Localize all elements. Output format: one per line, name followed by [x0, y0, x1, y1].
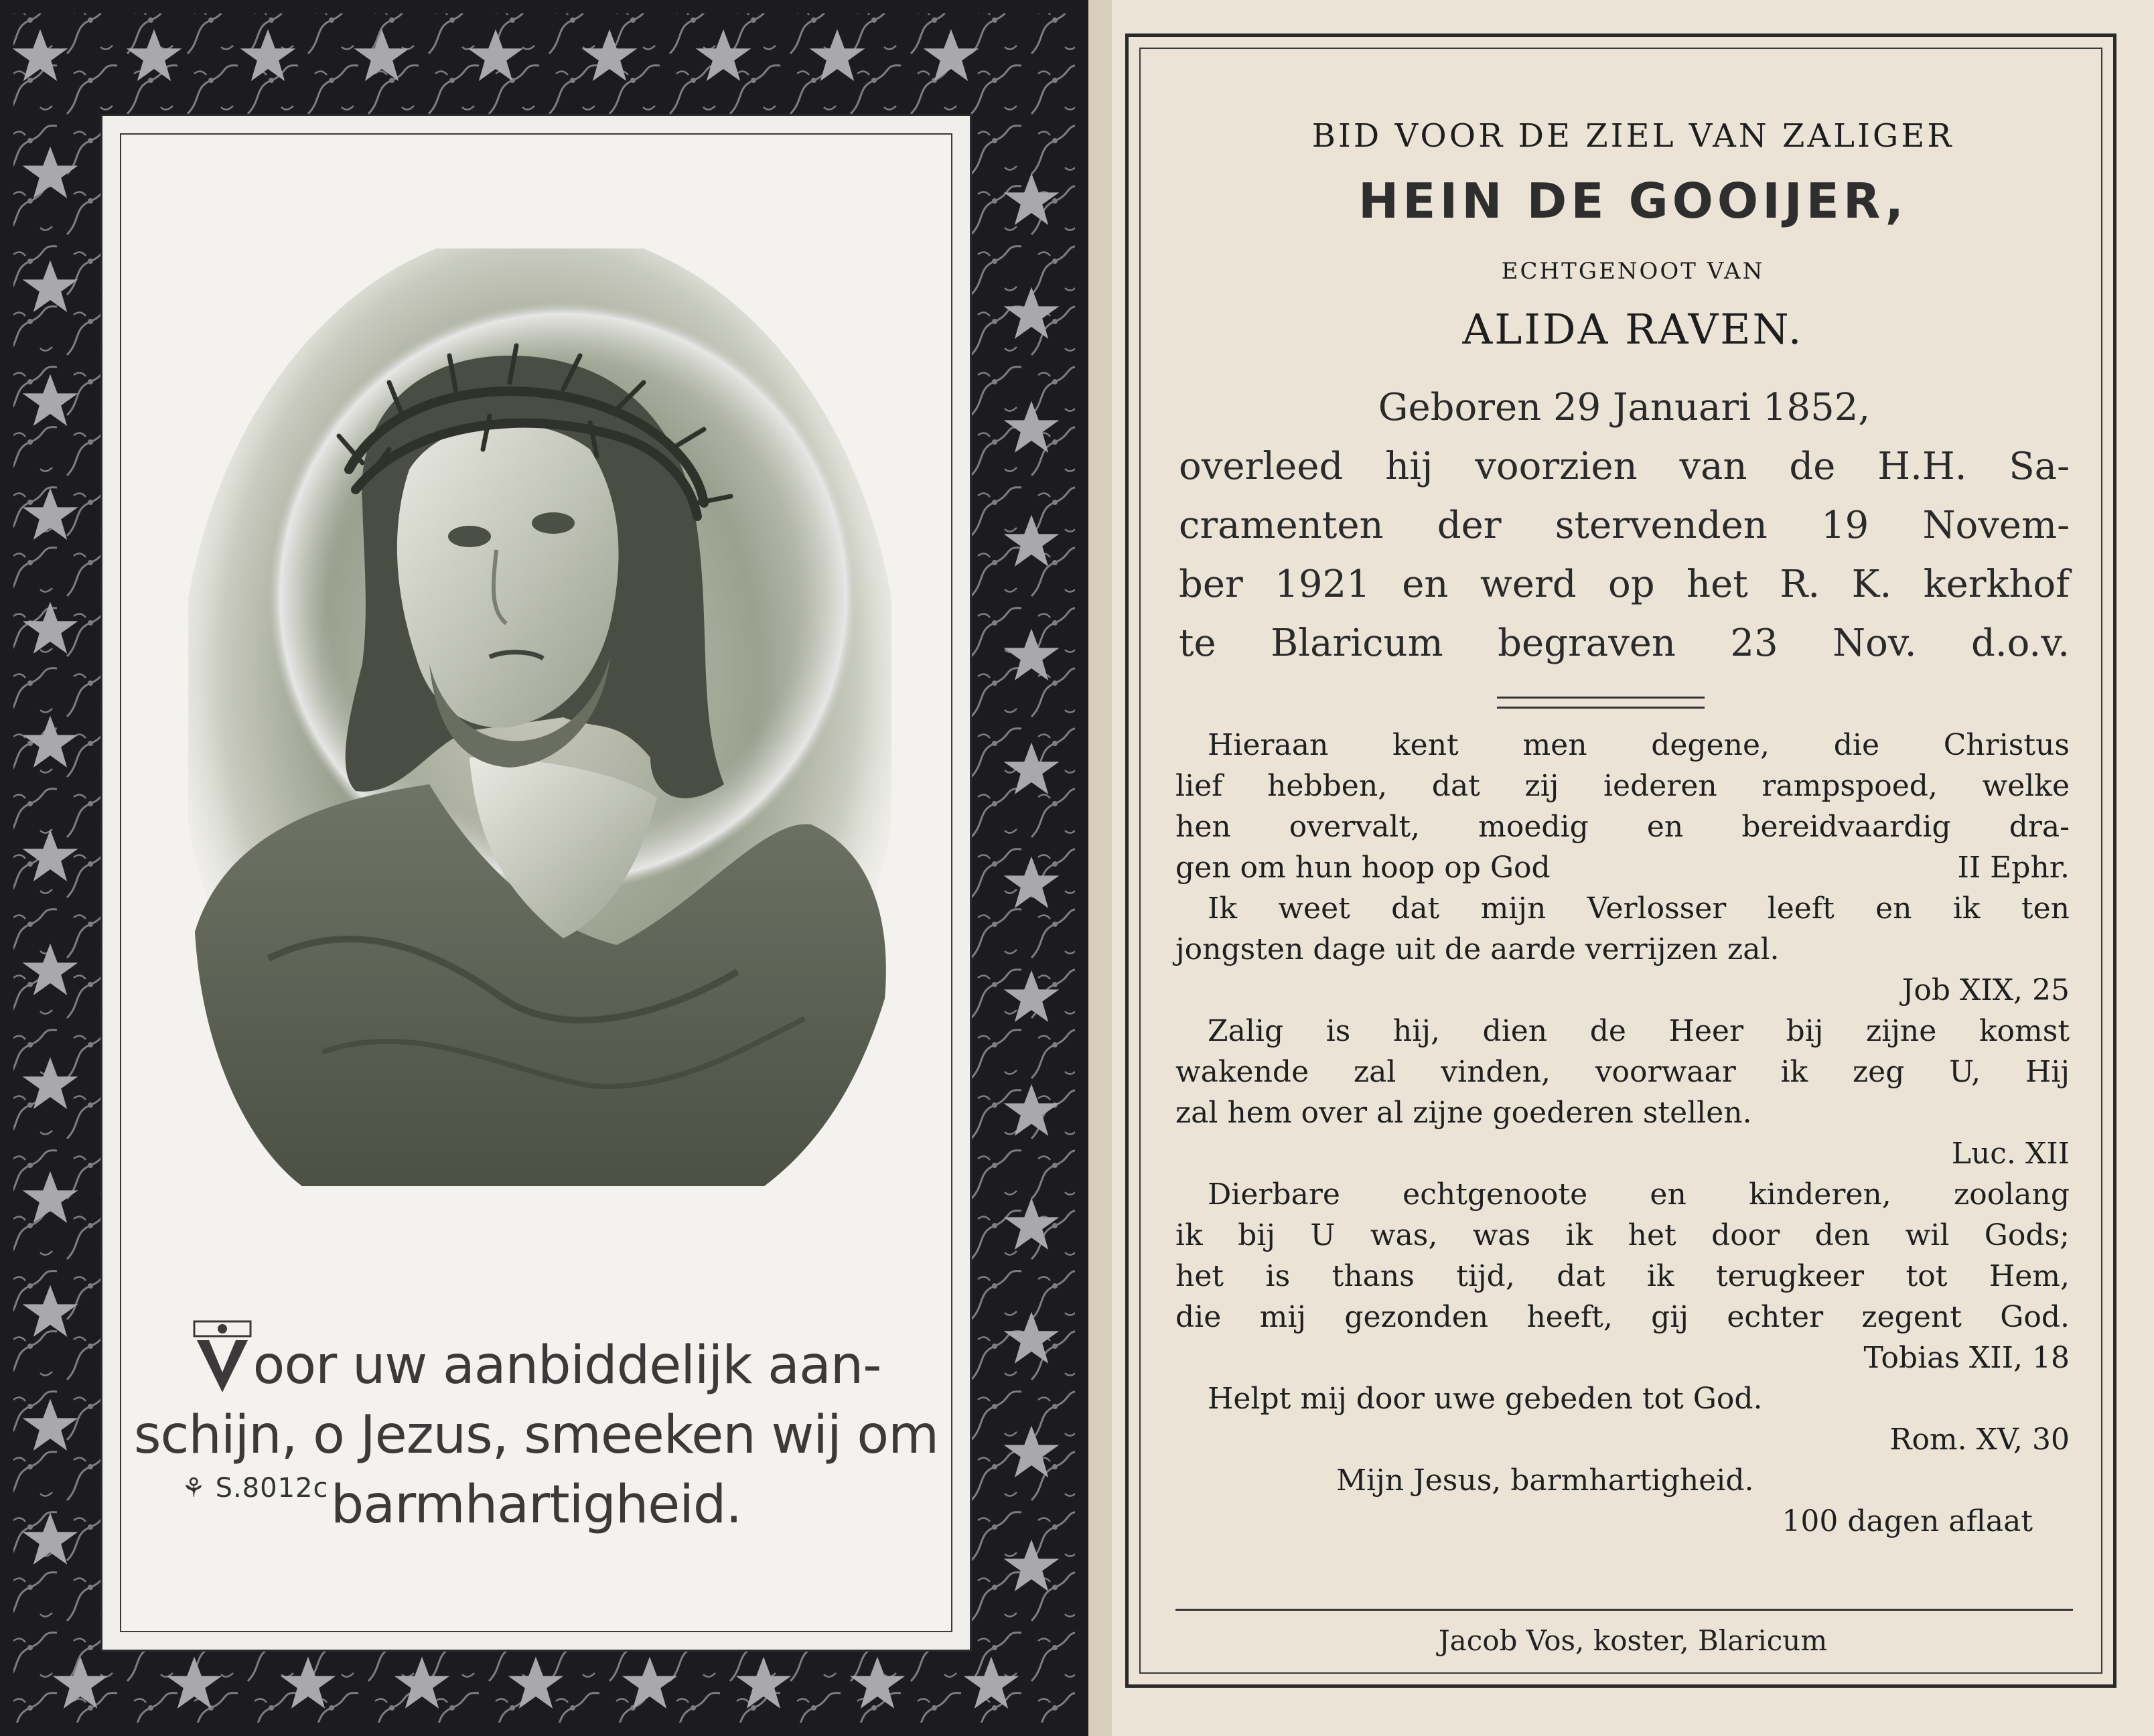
- memorial-heading: BID VOOR DE ZIEL VAN ZALIGER: [1311, 117, 1954, 155]
- spouse-label: ECHTGENOOT VAN: [1501, 258, 1765, 285]
- prayer-line-1: [121, 1320, 951, 1400]
- verse-1-line-2: lief hebben, dat zij iederen rampspoed, welke: [1175, 769, 2070, 803]
- bio-line-3: cramenten der stervenden 19 Novem-: [1179, 504, 2070, 547]
- deceased-name: HEIN DE GOOIJER,: [1358, 173, 1908, 229]
- biography: [1179, 378, 2070, 673]
- printer-mark: [182, 1473, 328, 1504]
- verse-1-last-text: gen om hun hoop op God: [1175, 851, 1551, 885]
- verse-3-line-1: Zalig is hij, dien de Heer bij zijne komst: [1208, 1014, 2070, 1048]
- closing-prayer: Mijn Jesus, barmhartigheid.: [1336, 1463, 1754, 1498]
- verse-2-line-2: jongsten dage uit de aarde verrijzen zal.: [1175, 932, 1780, 966]
- prayer-text: [121, 1320, 951, 1540]
- verse-3-line-2: wakende zal vinden, voorwaar ik zeg U, Hij: [1175, 1055, 2070, 1089]
- bio-line-2: overleed hij voorzien van de H.H. Sa-: [1179, 445, 2070, 488]
- printer-footer: Jacob Vos, koster, Blaricum: [1438, 1624, 1828, 1657]
- prayer-line-3: barmhartigheid.: [330, 1475, 742, 1535]
- printer-mark-text: S.8012c: [215, 1473, 329, 1504]
- right-card-memorial-text: [1112, 0, 2154, 1736]
- prayer-line-2: schijn, o Jezus, smeeken wij om: [133, 1405, 939, 1465]
- picture-panel: [100, 114, 972, 1652]
- verse-1-line-1: Hieraan kent men degene, die Christus: [1208, 728, 2070, 762]
- spouse-name: ALIDA RAVEN.: [1462, 305, 1804, 354]
- indulgence-note: 100 dagen aflaat: [1782, 1504, 2033, 1538]
- footer-rule: [1175, 1609, 2073, 1611]
- verse-4-line-3: het is thans tijd, dat ik terugkeer tot Hem,: [1175, 1259, 2070, 1293]
- verse-1-line-3: hen overvalt, moedig en bereidvaardig dra-: [1175, 810, 2070, 844]
- double-rule-divider: [1497, 697, 1705, 709]
- verse-4-reference: Tobias XII, 18: [1863, 1341, 2070, 1375]
- printer-logo-icon: ⚘: [182, 1473, 216, 1504]
- jesus-crown-of-thorns-portrait: [188, 248, 891, 1213]
- verse-1-line-4: [1175, 847, 2070, 888]
- prayer-line-1-text: oor uw aanbiddelijk aan-: [253, 1335, 881, 1396]
- bio-line-4: ber 1921 en werd op het R. K. kerkhof: [1179, 563, 2070, 606]
- bio-line-1: Geboren 29 Januari 1852,: [1378, 386, 1871, 429]
- verse-4-line-1: Dierbare echtgenoote en kinderen, zoolang: [1208, 1177, 2070, 1212]
- verse-4-line-2: ik bij U was, was ik het door den wil Gods;: [1175, 1218, 2070, 1252]
- bio-line-5: te Blaricum begraven 23 Nov. d.o.v.: [1179, 622, 2070, 665]
- verse-3-line-3: zal hem over al zijne goederen stellen.: [1175, 1096, 1752, 1130]
- scripture-verses: [1175, 725, 2070, 1542]
- verse-2-line-1: Ik weet dat mijn Verlosser leeft en ik ten: [1208, 891, 2070, 926]
- verse-3-reference: Luc. XII: [1951, 1137, 2070, 1171]
- verse-4-line-4: die mij gezonden heeft, gij echter zegent God.: [1175, 1300, 2070, 1334]
- verse-1-reference: II Ephr.: [1957, 851, 2070, 885]
- verse-5-reference: Rom. XV, 30: [1889, 1423, 2070, 1457]
- picture-inner-frame: [120, 133, 952, 1632]
- verse-5-line: Helpt mij door uwe gebeden tot God.: [1208, 1382, 1763, 1416]
- ornamental-dropcap-v: [192, 1320, 253, 1395]
- verse-2-reference: Job XIX, 25: [1901, 973, 2070, 1007]
